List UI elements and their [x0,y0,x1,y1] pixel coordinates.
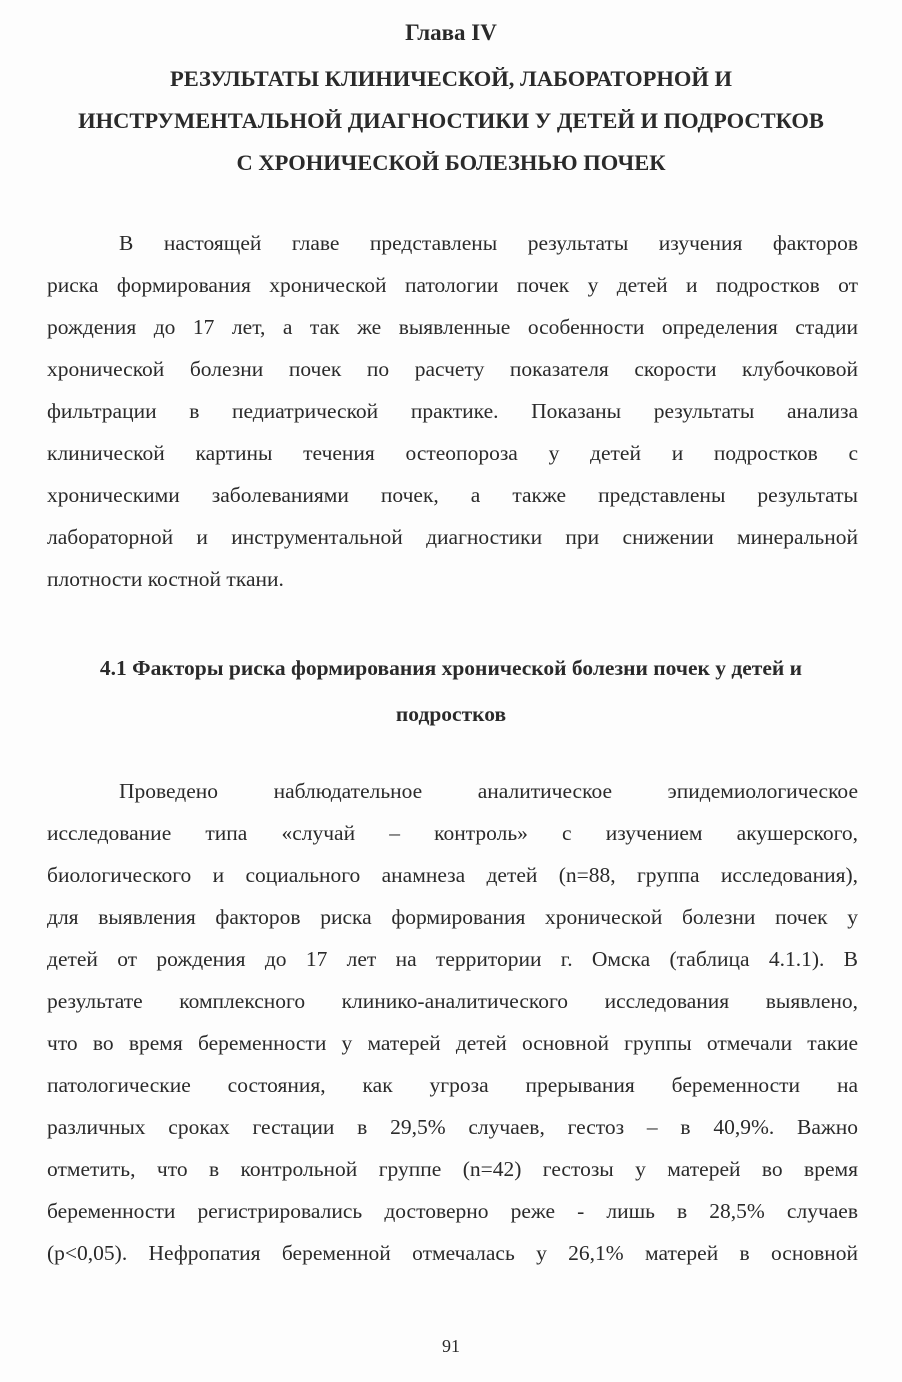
paragraph-line: Проведено наблюдательное аналитическое эпидемиологическое [119,779,858,803]
paragraph-line: плотности костной ткани. [47,567,284,591]
section-heading-line: подростков [395,702,507,726]
paragraph-line: рождения до 17 лет, а так же выявленные особенности определения стадии [47,315,858,339]
chapter-label: Глава IV [405,20,497,45]
paragraph-line: лабораторной и инструментальной диагностики при снижении минеральной [47,525,858,549]
page-number: 91 [442,1336,460,1356]
paragraph-line: что во время беременности у матерей детей основной группы отмечали такие [47,1031,858,1055]
chapter-title-line: ИНСТРУМЕНТАЛЬНОЙ ДИАГНОСТИКИ У ДЕТЕЙ И ПОДРОСТКОВ [78,108,824,133]
intro-paragraph [47,222,858,600]
paragraph-line: исследование типа «случай – контроль» с изучением акушерского, [47,821,858,845]
paragraph-line: патологические состояния, как угроза прерывания беременности на [47,1073,858,1097]
paragraph-line: биологического и социального анамнеза детей (n=88, группа исследования), [47,863,858,887]
paragraph-line: различных сроках гестации в 29,5% случаев, гестоз – в 40,9%. Важно [47,1115,858,1139]
paragraph-line: детей от рождения до 17 лет на территории г. Омска (таблица 4.1.1). В [47,947,858,971]
paragraph-line: хроническими заболеваниями почек, а также представлены результаты [47,483,858,507]
section-heading [20,645,882,737]
chapter-title-line: С ХРОНИЧЕСКОЙ БОЛЕЗНЬЮ ПОЧЕК [236,150,666,175]
section-heading-line: 4.1 Факторы риска формирования хронической болезни почек у детей и [99,656,803,680]
paragraph-line: фильтрации в педиатрической практике. Показаны результаты анализа [47,399,858,423]
paragraph-line: результате комплексного клинико-аналитического исследования выявлено, [47,989,858,1013]
paragraph-line: беременности регистрировались достоверно реже - лишь в 28,5% случаев [47,1199,858,1223]
section-paragraph [47,770,858,1274]
paragraph-line: клинической картины течения остеопороза у детей и подростков с [47,441,858,465]
chapter-title-line: РЕЗУЛЬТАТЫ КЛИНИЧЕСКОЙ, ЛАБОРАТОРНОЙ И [169,66,733,91]
chapter-title [20,58,882,184]
paragraph-line: хронической болезни почек по расчету показателя скорости клубочковой [47,357,858,381]
paragraph-line: для выявления факторов риска формирования хронической болезни почек у [47,905,858,929]
paragraph-line: (p<0,05). Нефропатия беременной отмечалась у 26,1% матерей в основной [47,1241,858,1265]
paragraph-line: отметить, что в контрольной группе (n=42) гестозы у матерей во время [47,1157,858,1181]
paragraph-line: риска формирования хронической патологии почек у детей и подростков от [47,273,858,297]
paragraph-line: В настоящей главе представлены результаты изучения факторов [119,231,858,255]
